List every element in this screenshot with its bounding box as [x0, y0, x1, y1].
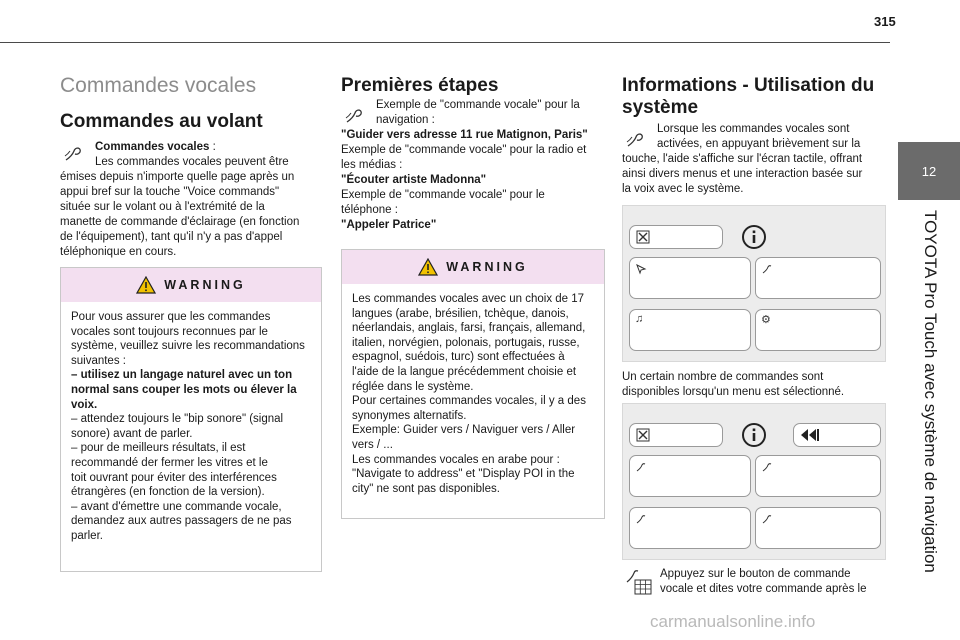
warning-line: espagnol, suédois, turc) sont effectuées à [352, 351, 565, 364]
bottom-line: Appuyez sur le bouton de commande [660, 568, 851, 580]
chapter-title [898, 210, 960, 610]
mid-line: disponibles lorsqu'un menu est sélectionné. [622, 386, 845, 398]
warning-body-1 [61, 302, 321, 552]
close-icon [636, 428, 650, 442]
page-number: 315 [874, 14, 896, 29]
voice-command-icon [761, 513, 773, 525]
warning-header-2 [342, 250, 604, 284]
watermark: carmanualsonline.info [650, 612, 816, 631]
voice-command-icon [635, 461, 647, 473]
warning-label-1: WARNING [164, 278, 246, 292]
voice-option-button[interactable] [629, 455, 751, 497]
example-command: "Écouter artiste Madonna" [341, 174, 487, 186]
warning-line: système, veuillez suivre les recommandations [71, 340, 305, 353]
warning-line: l'aide de la langue précédemment choisie et [352, 365, 577, 378]
navigation-button[interactable] [629, 257, 751, 299]
warning-line: parler. [71, 529, 103, 542]
warning-line: Les commandes vocales en arabe pour : [352, 453, 560, 466]
informations-title-line-1: Informations - Utilisation du [622, 75, 875, 96]
warning-line: Exemple: Guider vers / Naviguer vers / Aller [352, 424, 576, 437]
warning-line: demandez aux autres passagers de ne pas [71, 515, 292, 528]
touchscreen-help-2 [622, 403, 886, 560]
media-button[interactable] [629, 309, 751, 351]
warning-line: réglée dans le système. [352, 380, 474, 393]
warning-line: étrangères (en fonction de la version). [71, 486, 265, 499]
warning-line: recommandé der fermer les vitres et le [71, 456, 268, 469]
close-button[interactable] [629, 423, 723, 447]
example-command: "Guider vers adresse 11 rue Matignon, Paris" [341, 129, 588, 141]
warning-line: italien, norvégien, polonais, portugais, russe, [352, 336, 580, 349]
navigation-icon [635, 263, 647, 275]
intro-line: ainsi divers menus et une interaction basée sur [622, 168, 863, 180]
example-line: navigation : [376, 114, 435, 126]
bottom-line: vocale et dites votre commande après le [660, 583, 867, 595]
section-title: Commandes vocales [60, 74, 257, 97]
settings-button[interactable] [755, 309, 881, 351]
close-button[interactable] [629, 225, 723, 249]
warning-line: suivantes : [71, 354, 126, 367]
voice-paragraph-line: téléphonique en cours. [60, 246, 177, 258]
intro-line: touche, l'aide s'affiche sur l'écran tactile, offrant [622, 153, 863, 165]
gear-icon: ⚙ [761, 314, 771, 326]
warning-line: vocales sont toujours reconnues par le [71, 325, 268, 338]
warning-header-1 [61, 268, 321, 302]
warning-line: synonymes alternatifs. [352, 409, 467, 422]
mid-line: Un certain nombre de commandes sont [622, 371, 824, 383]
example-line: téléphone : [341, 204, 398, 216]
voice-paragraph-line: située sur le volant ou à l'extrémité de la [60, 201, 265, 213]
warning-line: langues (arabe, brésilien, tchèque, danois, [352, 307, 569, 320]
warning-triangle-icon [418, 258, 438, 276]
warning-line: – pour de meilleurs résultats, il est [71, 442, 246, 455]
example-line: Exemple de "commande vocale" pour le [341, 189, 545, 201]
intro-line: la voix avec le système. [622, 183, 744, 195]
warning-line: néerlandais, anglais, farsi, français, allemand, [352, 322, 586, 335]
voice-command-icon [624, 128, 646, 150]
warning-box-2 [341, 249, 605, 519]
warning-line: "Navigate to address" et "Display POI in the [352, 468, 575, 481]
premieres-etapes-title: Premières étapes [341, 75, 499, 96]
close-icon [636, 230, 650, 244]
example-line: Exemple de "commande vocale" pour la radio et [341, 144, 587, 156]
warning-body-2 [342, 284, 604, 504]
warning-triangle-icon [136, 276, 156, 294]
warning-box-1 [60, 267, 322, 572]
header-rule [0, 42, 890, 43]
voice-option-button[interactable] [755, 455, 881, 497]
voice-paragraph-line: manette de commande d'éclairage (en fonction [60, 216, 300, 228]
warning-label-2: WARNING [446, 260, 528, 274]
voice-command-icon [761, 461, 773, 473]
informations-title-line-2: système [622, 97, 699, 118]
voice-command-icon [62, 142, 84, 164]
chapter-tab[interactable]: 12 [898, 142, 960, 200]
warning-line: Pour certaines commandes vocales, il y a des [352, 395, 586, 408]
warning-line: – avant d'émettre une commande vocale, [71, 500, 282, 513]
voice-paragraph-head [95, 140, 216, 155]
music-note-icon: ♫ [635, 313, 644, 325]
voice-paragraph-line: Les commandes vocales peuvent être [95, 156, 289, 168]
example-command: "Appeler Patrice" [341, 219, 437, 231]
info-icon[interactable] [741, 224, 767, 250]
warning-line: sonore) avant de parler. [71, 427, 193, 440]
back-arrow-icon [798, 427, 820, 443]
voice-option-button[interactable] [629, 507, 751, 549]
voice-paragraph-line: de l'équipement), tant qu'il n'y a pas d'appel [60, 231, 283, 243]
voice-option-button[interactable] [755, 507, 881, 549]
warning-line: city" ne sont pas disponibles. [352, 482, 500, 495]
voice-command-icon [635, 513, 647, 525]
voice-hint-button[interactable] [755, 257, 881, 299]
touchscreen-help-1 [622, 205, 886, 362]
voice-command-icon [343, 104, 365, 126]
warning-line-bold: normal sans couper les mots ou élever la [71, 383, 297, 396]
chapter-title-text: TOYOTA Pro Touch avec système de navigation [921, 210, 940, 573]
info-icon[interactable] [741, 422, 767, 448]
example-line: les médias : [341, 159, 403, 171]
voice-keypad-icon [624, 568, 654, 598]
warning-line: Les commandes vocales avec un choix de 17 [352, 293, 585, 305]
voice-paragraph-colon: : [209, 141, 216, 153]
voice-command-icon [761, 263, 773, 275]
subtitle-commandes-volant: Commandes au volant [60, 111, 263, 132]
voice-paragraph-line: émises depuis n'importe quelle page après un [60, 171, 295, 183]
intro-line: Lorsque les commandes vocales sont [657, 123, 850, 135]
example-line: Exemple de "commande vocale" pour la [376, 99, 580, 111]
warning-line: – attendez toujours le "bip sonore" (signal [71, 413, 284, 426]
voice-paragraph-bold: Commandes vocales [95, 141, 210, 153]
warning-line: Pour vous assurer que les commandes [71, 311, 271, 323]
warning-line: vers / ... [352, 438, 393, 451]
voice-paragraph-line: appui bref sur la touche "Voice commands" [60, 186, 280, 198]
warning-line-bold: – utilisez un langage naturel avec un ton [71, 369, 293, 382]
warning-line: toit ouvrant pour éviter des interférences [71, 471, 277, 484]
warning-line-bold: voix. [71, 398, 98, 411]
back-button[interactable] [793, 423, 881, 447]
intro-line: activées, en appuyant brièvement sur la [657, 138, 861, 150]
